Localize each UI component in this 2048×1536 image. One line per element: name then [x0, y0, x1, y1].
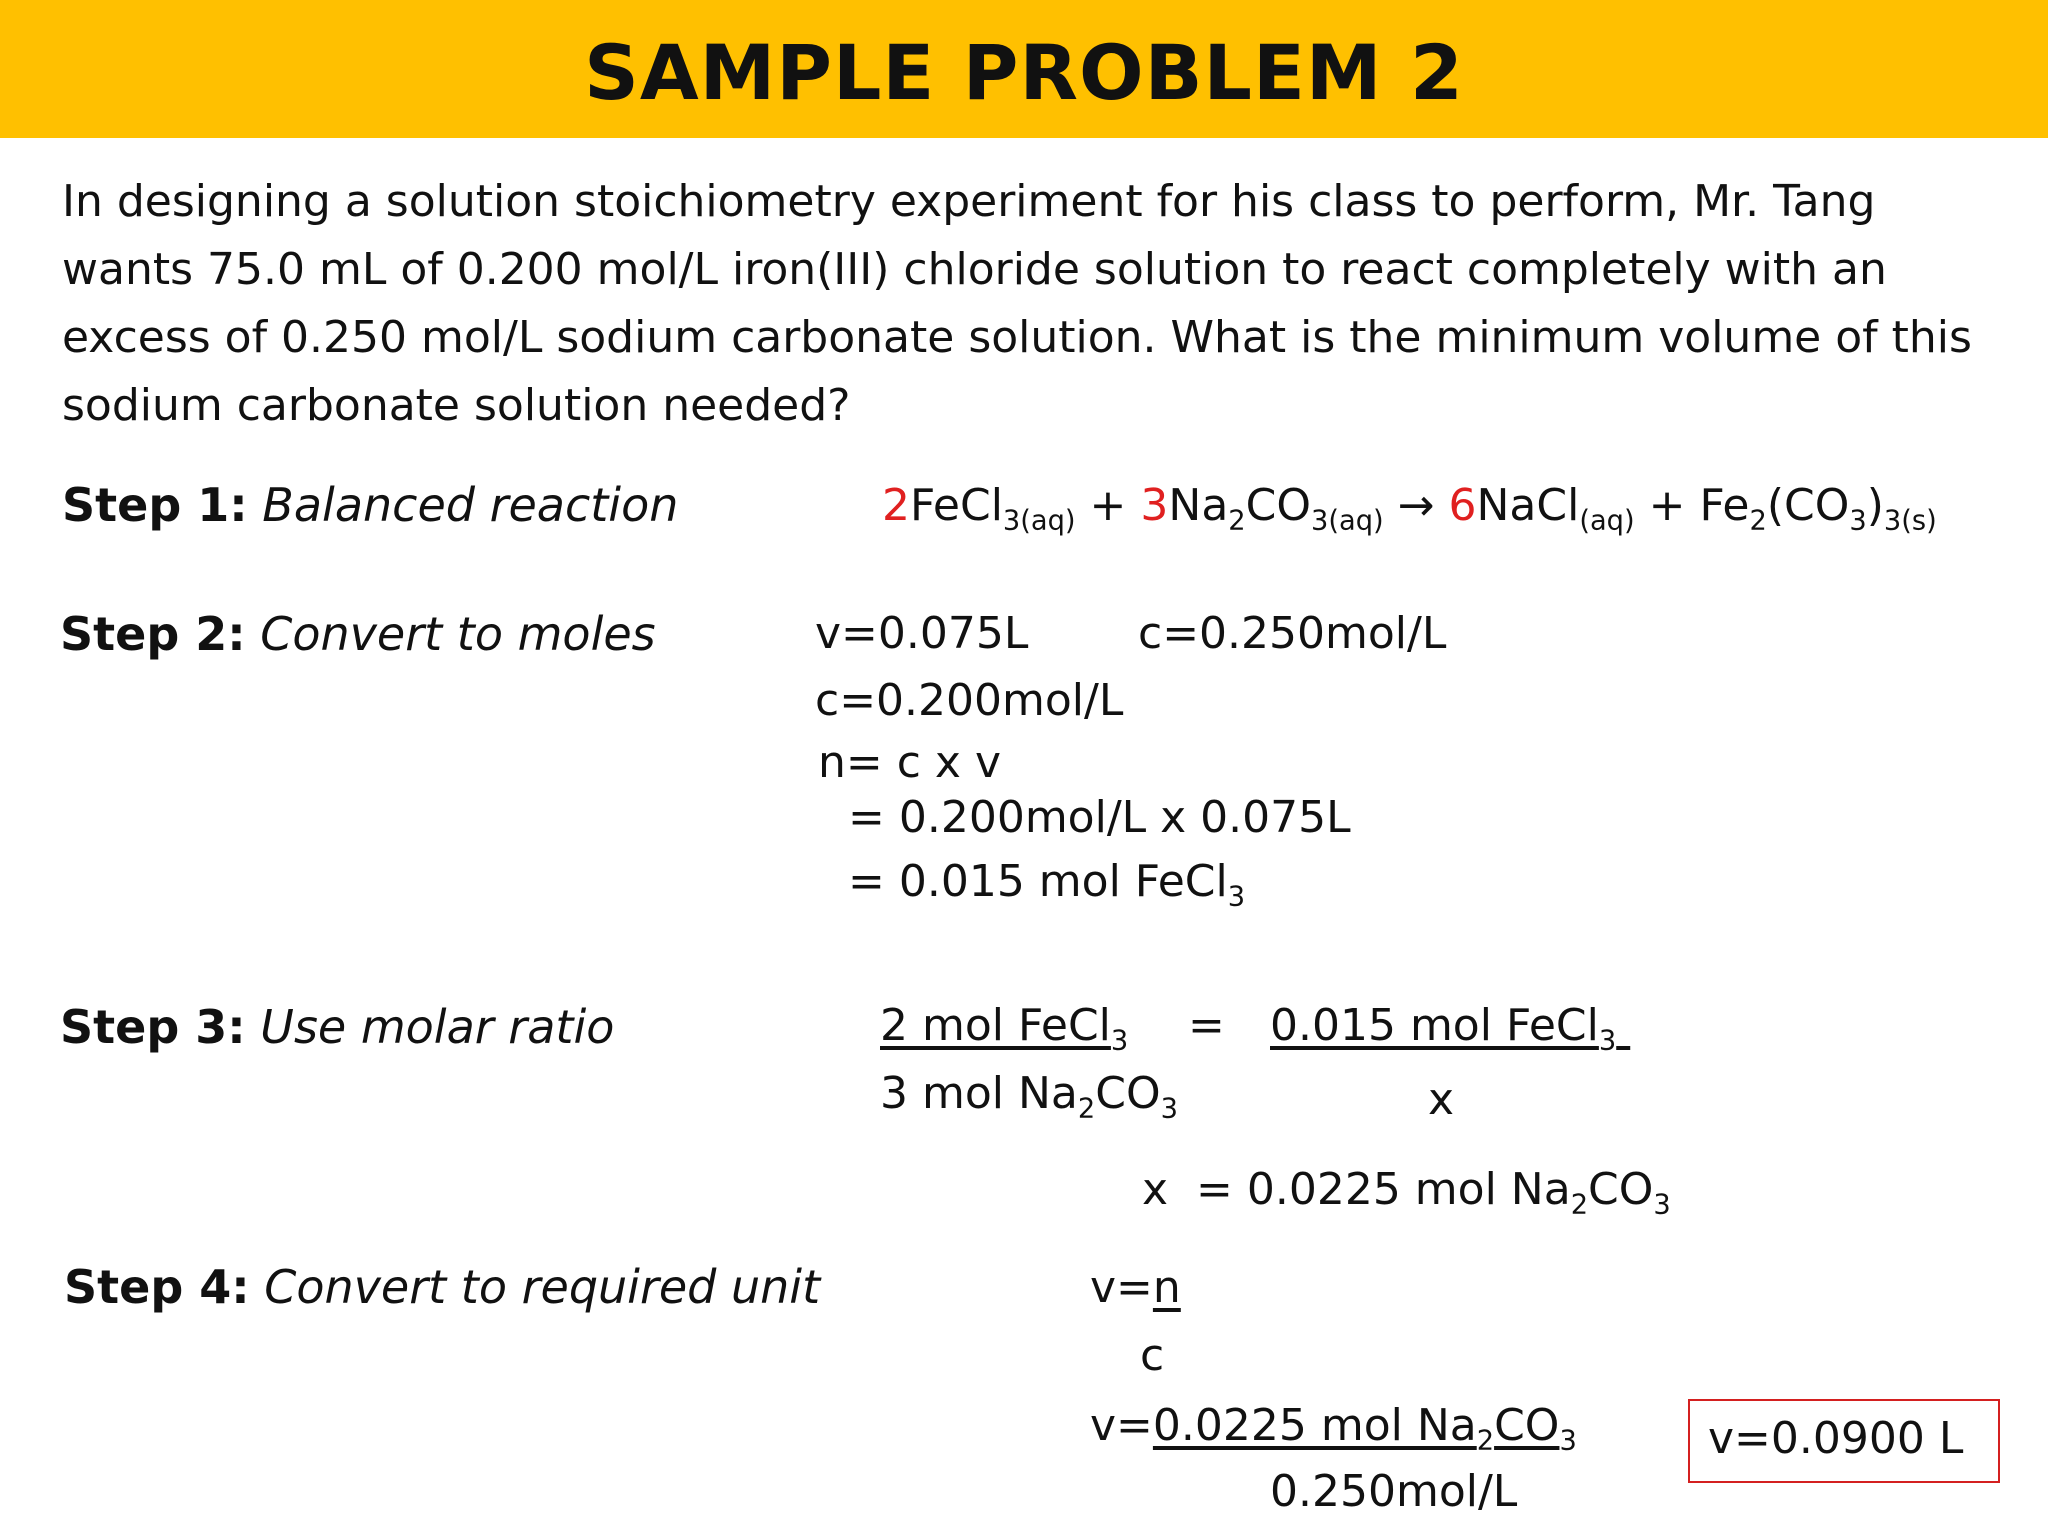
moles-calculation: = 0.200mol/L x 0.075L	[848, 792, 1351, 843]
volume-formula-denominator: c	[1140, 1330, 1165, 1381]
coefficient-nacl: 6	[1448, 480, 1477, 531]
volume-formula	[1090, 1262, 1181, 1313]
step1-description: Balanced reaction	[262, 478, 679, 532]
formula-part: CO	[1494, 1400, 1560, 1451]
slide-title: SAMPLE PROBLEM 2	[584, 28, 1464, 117]
step4-label: Step 4:	[64, 1260, 250, 1314]
ratio-right-denominator: x	[1428, 1074, 1455, 1125]
formula-part: CO	[1095, 1068, 1161, 1119]
answer-box	[1688, 1399, 2000, 1483]
subscript: 3	[1653, 1189, 1671, 1221]
subscript: 2	[1749, 505, 1767, 537]
result-text: x = 0.0225 mol Na	[1142, 1164, 1571, 1215]
problem-statement: In designing a solution stoichiometry experiment for his class to perform, Mr. Tang wants 75.0 mL of 0.200 mol/L iron(III) chloride solution to react completely with an excess of 0.250 mol/L sodium carbonate solution. What is the minimum volume of this sodium carbonate solution needed?	[62, 176, 1972, 431]
na2co3-concentration: c=0.250mol/L	[1138, 608, 1447, 659]
molar-ratio-result	[1142, 1164, 1671, 1221]
fecl3-volume: v=0.075L	[815, 608, 1029, 659]
step4-heading	[64, 1260, 820, 1314]
subscript: 2	[1077, 1093, 1096, 1125]
moles-result-text: = 0.015 mol FeCl	[848, 856, 1228, 907]
product-fe2co33: Fe	[1699, 480, 1750, 531]
step3-description: Use molar ratio	[260, 1000, 615, 1054]
subscript: 3(aq)	[1002, 505, 1076, 537]
step4-description: Convert to required unit	[264, 1260, 821, 1314]
formula-part: CO	[1245, 480, 1312, 531]
volume-calc-denominator: 0.250mol/L	[1270, 1466, 1518, 1517]
ratio-equals-sign: =	[1188, 1000, 1225, 1051]
subscript: 2	[1570, 1189, 1589, 1221]
subscript: (aq)	[1579, 505, 1635, 537]
subscript: 3	[1110, 1025, 1129, 1057]
formula-part: CO	[1588, 1164, 1654, 1215]
formula-numerator: n	[1152, 1262, 1181, 1313]
title-banner	[0, 0, 2048, 138]
denominator-text: 3 mol Na	[880, 1068, 1078, 1119]
plus-sign: +	[1075, 480, 1141, 531]
coefficient-fecl3: 2	[882, 480, 910, 531]
moles-formula: n= c x v	[818, 737, 1001, 788]
ratio-right-numerator	[1270, 1000, 1630, 1057]
step1-heading	[62, 478, 678, 532]
fecl3-concentration: c=0.200mol/L	[815, 675, 1124, 726]
subscript: 3	[1559, 1425, 1577, 1457]
reactant-na2co3: Na	[1168, 480, 1229, 531]
formula-part: )	[1866, 480, 1884, 531]
numerator-text: 2 mol FeCl	[880, 1000, 1111, 1051]
step3-heading	[60, 1000, 614, 1054]
reaction-arrow-icon: →	[1383, 480, 1449, 531]
calc-prefix: v=	[1090, 1400, 1153, 1451]
plus-sign: +	[1634, 480, 1700, 531]
formula-prefix: v=	[1090, 1262, 1153, 1313]
subscript: 2	[1476, 1425, 1495, 1457]
subscript: 3	[1598, 1025, 1617, 1057]
calc-numerator	[1152, 1400, 1577, 1457]
volume-calculation	[1090, 1400, 1577, 1457]
subscript: 2	[1228, 505, 1246, 537]
step2-heading	[60, 607, 656, 661]
subscript: 3	[1849, 505, 1867, 537]
coefficient-na2co3: 3	[1140, 480, 1169, 531]
subscript: 3(aq)	[1311, 505, 1384, 537]
numerator-text: 0.015 mol FeCl	[1270, 1000, 1599, 1051]
step2-label: Step 2:	[60, 607, 246, 661]
subscript: 3(s)	[1883, 505, 1937, 537]
subscript: 3	[1160, 1093, 1178, 1125]
product-nacl: NaCl	[1476, 480, 1580, 531]
subscript: 3	[1227, 881, 1246, 913]
reactant-fecl3: FeCl	[910, 480, 1003, 531]
numerator-text: 0.0225 mol Na	[1152, 1400, 1477, 1451]
formula-part: (CO	[1766, 480, 1850, 531]
moles-result	[848, 856, 1246, 913]
step3-label: Step 3:	[60, 1000, 246, 1054]
ratio-left-numerator	[880, 1000, 1129, 1057]
final-answer: v=0.0900 L	[1708, 1413, 1964, 1464]
balanced-equation	[882, 480, 1937, 537]
ratio-left-denominator	[880, 1068, 1178, 1125]
step1-label: Step 1:	[62, 478, 248, 532]
step2-description: Convert to moles	[260, 607, 656, 661]
